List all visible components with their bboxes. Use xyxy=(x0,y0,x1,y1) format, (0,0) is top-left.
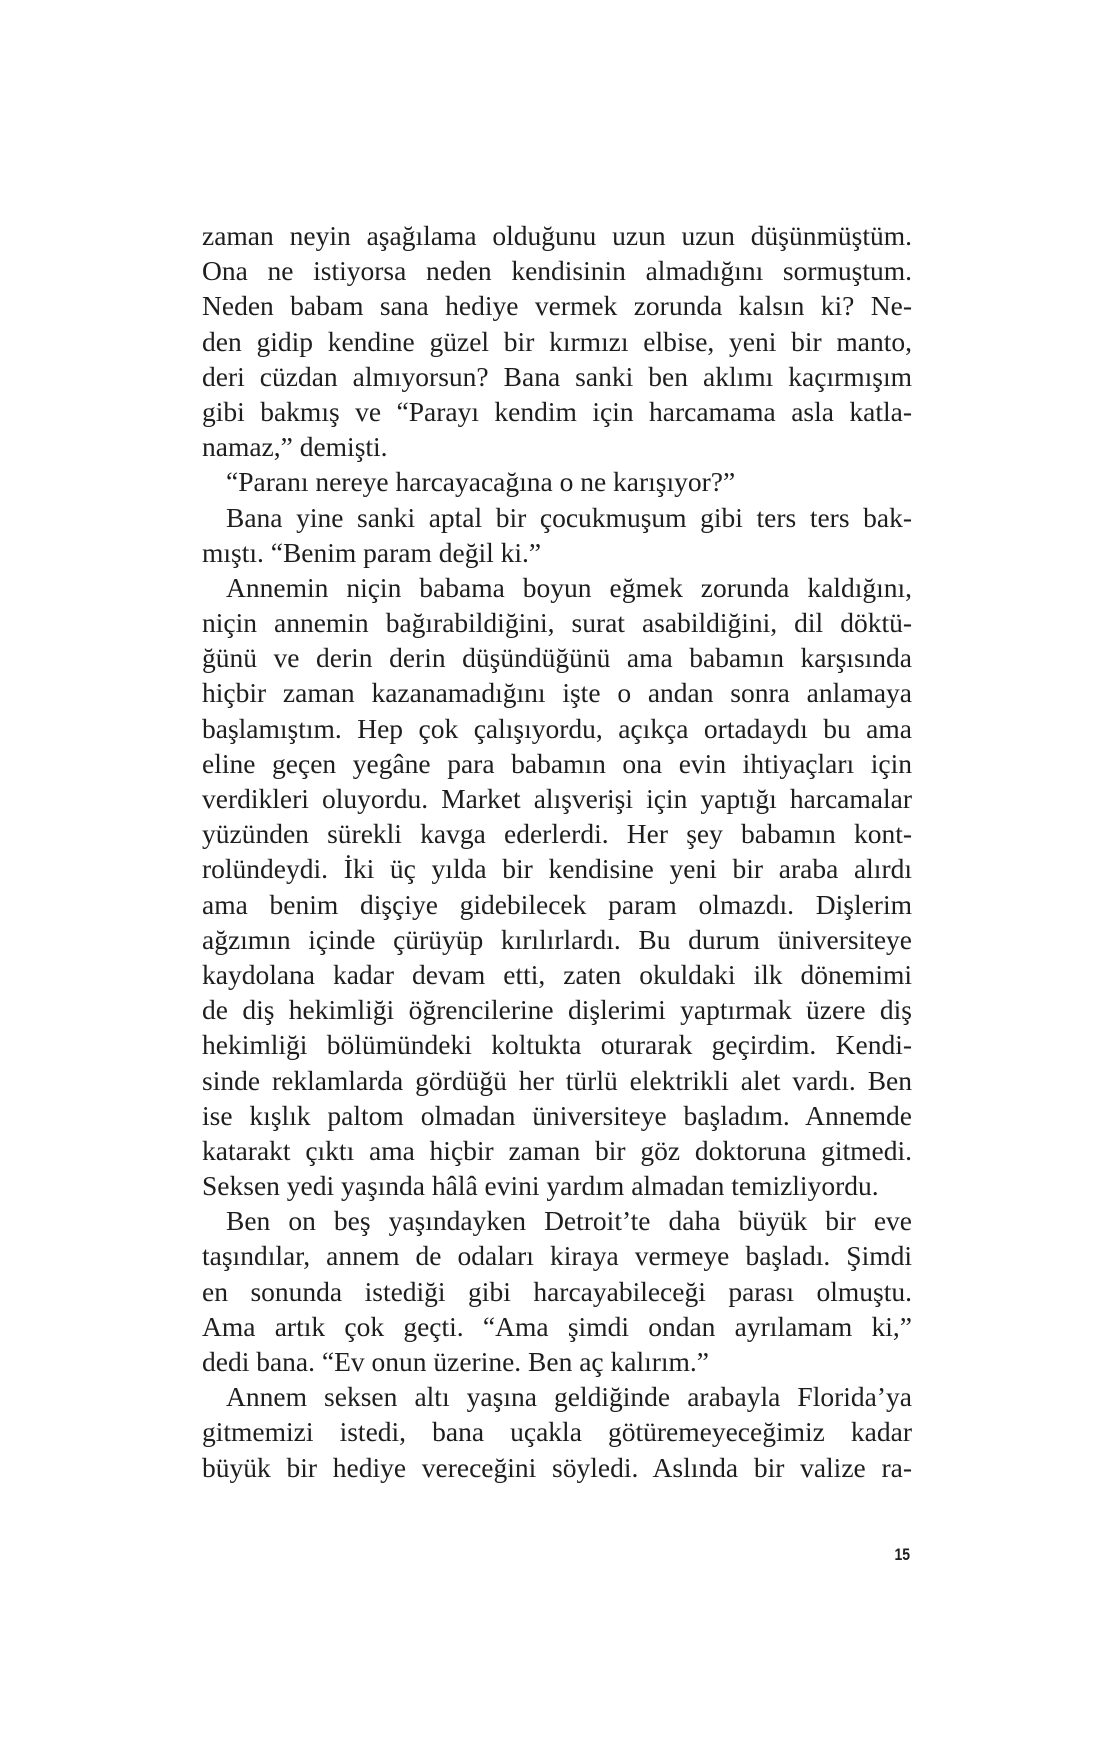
text-line: kaydolana kadar devam etti, zaten okuldaki ilk dönemimi xyxy=(202,958,912,990)
text-line: başlamıştım. Hep çok çalışıyordu, açıkça ortadaydı bu ama xyxy=(202,712,912,744)
page-number: 15 xyxy=(894,1545,910,1564)
text-line: Ona ne istiyorsa neden kendisinin almadığını sormuştum. xyxy=(202,255,912,287)
text-line: Ben on beş yaşındayken Detroit’te daha büyük bir eve xyxy=(226,1205,912,1237)
text-line: gitmemizi istedi, bana uçakla götüremeyeceğimiz kadar xyxy=(202,1416,912,1448)
text-line: eline geçen yegâne para babamın ona evin ihtiyaçları için xyxy=(202,747,912,779)
text-line: ağzımın içinde çürüyüp kırılırlardı. Bu durum üniversiteye xyxy=(202,923,912,955)
text-line: büyük bir hediye vereceğini söyledi. Aslında bir valize ra- xyxy=(202,1451,912,1483)
text-line: Neden babam sana hediye vermek zorunda kalsın ki? Ne- xyxy=(202,290,912,322)
text-line: de diş hekimliği öğrencilerine dişlerimi yaptırmak üzere diş xyxy=(202,994,912,1026)
text-line: zaman neyin aşağılama olduğunu uzun uzun düşünmüştüm. xyxy=(202,220,912,251)
text-line: yüzünden sürekli kavga ederlerdi. Her şey babamın kont- xyxy=(202,818,912,850)
text-line: den gidip kendine güzel bir kırmızı elbise, yeni bir manto, xyxy=(202,325,912,357)
text-line: ğünü ve derin derin düşündüğünü ama babamın karşısında xyxy=(202,642,912,674)
text-line: katarakt çıktı ama hiçbir zaman bir göz doktoruna gitmedi. xyxy=(202,1134,912,1166)
text-line: ise kışlık paltom olmadan üniversiteye başladım. Annemde xyxy=(202,1099,912,1131)
text-line: Annemin niçin babama boyun eğmek zorunda kaldığını, xyxy=(226,571,912,603)
text-line: taşındılar, annem de odaları kiraya vermeye başladı. Şimdi xyxy=(202,1240,912,1272)
text-line: verdikleri oluyordu. Market alışverişi için yaptığı harcamalar xyxy=(202,783,912,814)
text-line: niçin annemin bağırabildiğini, surat asabildiğini, dil döktü- xyxy=(202,607,912,639)
text-line: gibi bakmış ve “Parayı kendim için harcamama asla katla- xyxy=(202,395,912,427)
body-text xyxy=(202,218,912,1485)
text-line: en sonunda istediği gibi harcayabileceği parası olmuştu. xyxy=(202,1275,912,1307)
text-line: Seksen yedi yaşında hâlâ evini yardım almadan temizliyordu. xyxy=(202,1170,879,1202)
text-line: deri cüzdan almıyorsun? Bana sanki ben aklımı kaçırmışım xyxy=(202,360,912,392)
text-line: namaz,” demişti. xyxy=(202,431,388,463)
text-line: hekimliği bölümündeki koltukta oturarak geçirdim. Kendi- xyxy=(202,1029,912,1061)
text-line: Annem seksen altı yaşına geldiğinde arabayla Florida’ya xyxy=(226,1381,912,1413)
text-line: Bana yine sanki aptal bir çocukmuşum gibi ters ters bak- xyxy=(226,501,912,533)
text-line: ama benim dişçiye gidebilecek param olmazdı. Dişlerim xyxy=(202,888,912,920)
text-line: “Paranı nereye harcayacağına o ne karışıyor?” xyxy=(226,466,736,498)
text-line: mıştı. “Benim param değil ki.” xyxy=(202,536,542,568)
text-line: rolündeydi. İki üç yılda bir kendisine yeni bir araba alırdı xyxy=(202,853,912,885)
text-line: hiçbir zaman kazanamadığını işte o andan sonra anlamaya xyxy=(202,677,912,709)
text-line: dedi bana. “Ev onun üzerine. Ben aç kalırım.” xyxy=(202,1346,710,1377)
text-line: Ama artık çok geçti. “Ama şimdi ondan ayrılamam ki,” xyxy=(202,1310,912,1342)
text-line: sinde reklamlarda gördüğü her türlü elektrikli alet vardı. Ben xyxy=(202,1064,912,1096)
